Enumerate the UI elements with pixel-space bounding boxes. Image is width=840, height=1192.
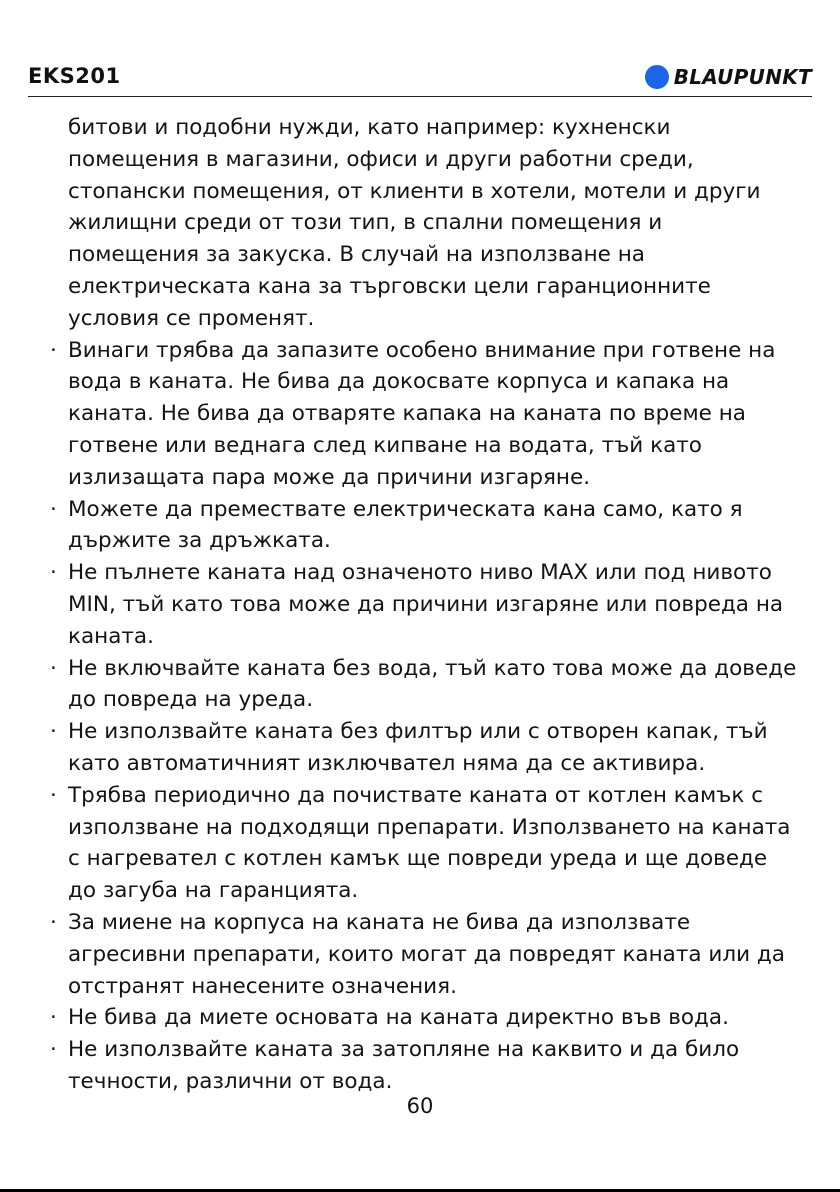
bullet-text: Трябва периодично да почиствате каната от котлен камък с използване на подходящи препарати. Използването на каната с нагревател с котлен камък ще повреди уреда и ще доведе до загуба на гаранцията. — [68, 782, 791, 904]
bullet-marker: · — [50, 496, 57, 522]
header-divider — [28, 96, 812, 97]
bullet-item — [50, 907, 800, 1002]
page-content — [50, 112, 800, 1098]
bullet-item — [50, 335, 800, 494]
page-number: 60 — [406, 1094, 434, 1118]
bullet-item — [50, 1002, 800, 1034]
bullet-item — [50, 1034, 800, 1098]
brand-logo — [645, 64, 812, 90]
bullet-text: Не пълнете каната над означеното ниво MAX или под нивото MIN, тъй като това може да причини изгаряне или повреда на каната. — [68, 560, 784, 649]
bullet-marker: · — [50, 560, 57, 586]
bullet-item — [50, 780, 800, 907]
brand-dot-icon — [645, 65, 669, 89]
bullet-marker: · — [50, 782, 57, 808]
bullet-item — [50, 494, 800, 558]
bullet-marker: · — [50, 337, 57, 363]
bullet-item — [50, 653, 800, 717]
bullet-text: Винаги трябва да запазите особено внимание при готвене на вода в каната. Не бива да докосвате корпуса и капака на каната. Не бива да отваряте капака на каната по време на готвене или веднага след кипване на водата, тъй като излизащата пара може да причини изгаряне. — [68, 337, 776, 490]
page-header — [28, 60, 812, 98]
bullet-marker: · — [50, 1037, 57, 1063]
bullet-text: За миене на корпуса на каната не бива да използвате агресивни препарати, които могат да повредят каната или да отстранят нанесените означения. — [68, 909, 785, 999]
bullet-marker: · — [50, 1005, 57, 1031]
bullet-marker: · — [50, 655, 57, 681]
bullet-text: Не използвайте каната без филтър или с отворен капак, тъй като автоматичният изключвател няма да се активира. — [68, 719, 768, 776]
bullet-item — [50, 716, 800, 780]
brand-name: BLAUPUNKT — [673, 65, 812, 89]
bullet-marker: · — [50, 719, 57, 745]
intro-paragraph: битови и подобни нужди, като например: кухненски помещения в магазини, офиси и други работни среди, стопански помещения, от клиенти в хотели, мотели и други жилищни среди от този тип, в спални помещения и помещения за закуска. В случай на използване на електрическата кана за търговски цели гаранционните условия се променят. — [68, 115, 761, 331]
model-number: EKS201 — [28, 64, 121, 88]
bullet-text: Не използвайте каната за затопляне на каквито и да било течности, различни от вода. — [68, 1037, 740, 1094]
bullet-text: Можете да премествате електрическата кана само, като я държите за дръжката. — [68, 496, 743, 554]
bullet-marker: · — [50, 909, 57, 935]
bullet-item — [50, 557, 800, 652]
bullet-text: Не бива да миете основата на каната директно във вода. — [68, 1005, 729, 1031]
bullet-text: Не включвайте каната без вода, тъй като това може да доведе до повреда на уреда. — [68, 655, 797, 713]
